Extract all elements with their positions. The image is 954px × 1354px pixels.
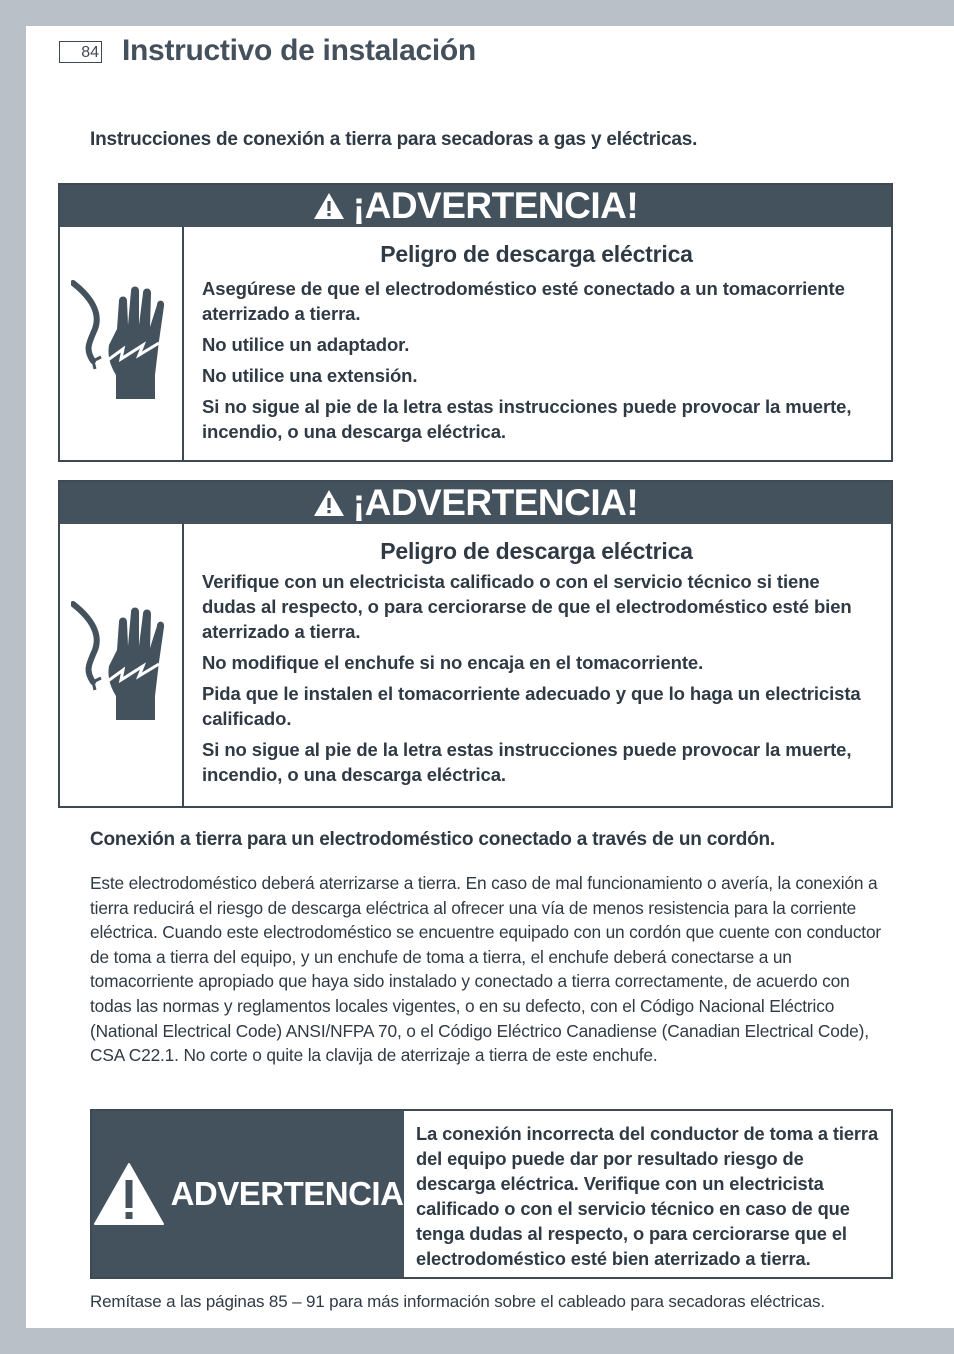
warning-paragraph: Asegúrese de que el electrodoméstico esté conectado a un tomacorriente aterrizado a tierra. xyxy=(202,278,845,324)
warning-box-3 xyxy=(90,1109,893,1279)
warning-paragraph: No utilice una extensión. xyxy=(202,365,418,386)
footnote: Remítase a las páginas 85 – 91 para más información sobre el cableado para secadoras eléctricas. xyxy=(90,1292,825,1311)
warning-paragraph: Si no sigue al pie de la letra estas instrucciones puede provocar la muerte, incendio, o una descarga eléctrica. xyxy=(202,739,852,785)
manual-page xyxy=(26,26,954,1328)
warning-paragraph: Verifique con un electricista calificado o con el servicio técnico si tiene dudas al respecto, o para cerciorarse de que el electrodoméstico esté bien aterrizado a tierra. xyxy=(202,571,852,642)
warning-label: ADVERTENCIA xyxy=(170,1175,404,1212)
hazard-title-1: Peligro de descarga eléctrica xyxy=(380,241,693,267)
warning-header-text: ¡ADVERTENCIA! xyxy=(352,185,639,226)
warning-header-2 xyxy=(60,482,891,524)
warning-paragraph: Pida que le instalen el tomacorriente adecuado y que lo haga un electricista calificado. xyxy=(202,683,861,729)
section-heading-cord: Conexión a tierra para un electrodoméstico conectado a través de un cordón. xyxy=(90,829,776,850)
electric-shock-hand-icon xyxy=(71,279,171,409)
warning-triangle-icon xyxy=(313,489,345,517)
shock-icon-cell xyxy=(60,227,184,460)
warning-box-1 xyxy=(58,183,893,462)
warning-label-panel xyxy=(92,1111,404,1277)
warning-text: La conexión incorrecta del conductor de toma a tierra del equipo puede dar por resultado riesgo de descarga eléctrica. Verifique con un electricista calificado o con el servicio técnico en caso de que tenga dudas al respecto, o para cerciorarse que el electrodoméstico esté bien aterrizado a tierra. xyxy=(416,1123,879,1269)
hazard-title-2: Peligro de descarga eléctrica xyxy=(380,538,693,564)
warning-paragraph: Si no sigue al pie de la letra estas instrucciones puede provocar la muerte, incendio, o una descarga eléctrica. xyxy=(202,396,852,442)
warning-paragraph: No modifique el enchufe si no encaja en el tomacorriente. xyxy=(202,652,704,673)
page-title: Instructivo de instalación xyxy=(122,34,476,67)
page-number: 84 xyxy=(59,41,102,63)
warning-paragraph: No utilice un adaptador. xyxy=(202,334,410,355)
electric-shock-hand-icon xyxy=(71,600,171,730)
grounding-body-text: Este electrodoméstico deberá aterrizarse a tierra. En caso de mal funcionamiento o avería, la conexión a tierra reducirá el riesgo de descarga eléctrica al ofrecer una vía de menos resistencia para la corriente eléctrica. Cuando este electrodoméstico se encuentre equipado con un cordón que cuente con conductor de toma a tierra del equipo, y un enchufe de toma a tierra, el enchufe deberá conectarse a un tomacorriente apropiado que haya sido instalado y conectado a tierra correctamente, de acuerdo con todas las normas y reglamentos locales vigentes, o en su defecto, con el Código Nacional Eléctrico (National Electrical Code) ANSI/NFPA 70, o el Código Eléctrico Canadiense (Canadian Electrical Code), CSA C22.1. No corte o quite la clavija de aterrizaje a tierra de este enchufe. xyxy=(90,873,882,1066)
warning-header-1 xyxy=(60,185,891,227)
warning-box-2 xyxy=(58,480,893,808)
section-heading-grounding: Instrucciones de conexión a tierra para secadoras a gas y eléctricas. xyxy=(90,129,698,150)
warning-triangle-icon xyxy=(313,192,345,220)
shock-icon-cell xyxy=(60,524,184,806)
warning-triangle-icon xyxy=(93,1162,165,1226)
warning-header-text: ¡ADVERTENCIA! xyxy=(352,482,639,523)
